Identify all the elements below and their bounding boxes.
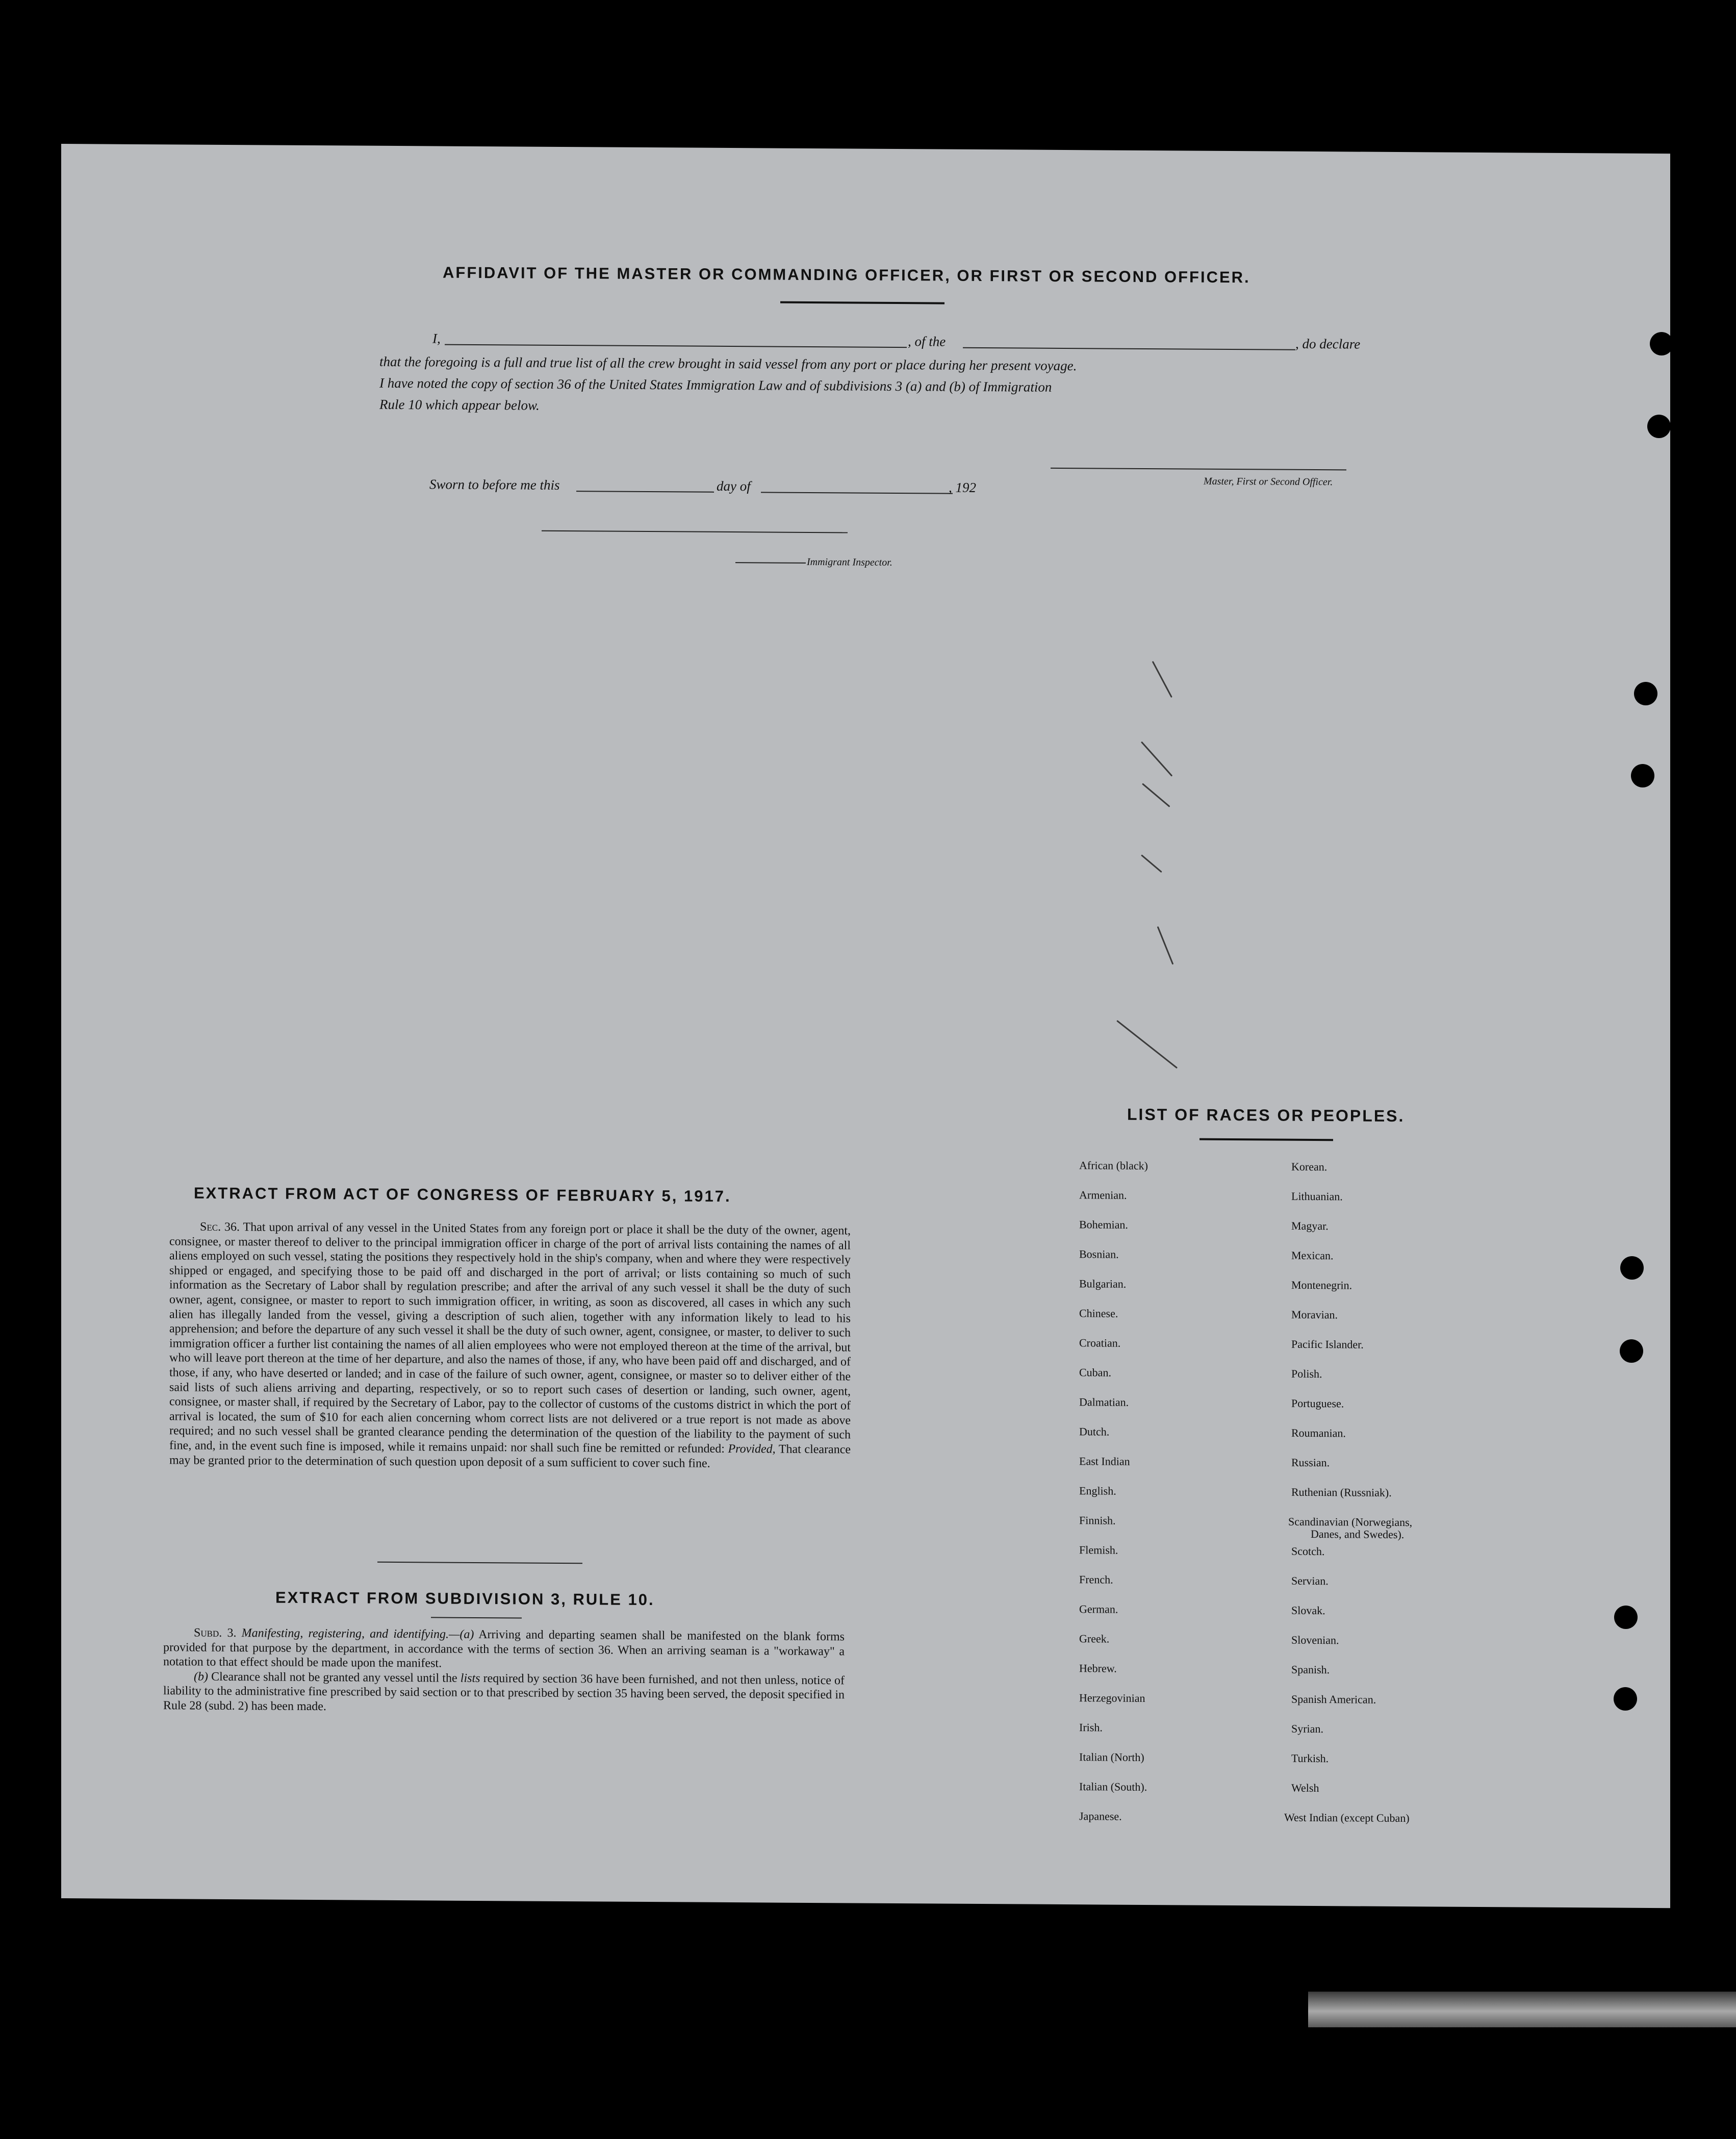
race-item: Cuban. <box>1079 1366 1111 1379</box>
sworn-month-line[interactable] <box>761 492 953 494</box>
affidavit-declare: , do declare <box>1295 336 1361 352</box>
inspector-short-line <box>735 562 806 564</box>
scan-mark <box>1141 854 1162 873</box>
inspector-label: Immigrant Inspector. <box>807 556 892 568</box>
scan-mark <box>1116 1020 1178 1068</box>
race-item: Scotch. <box>1291 1544 1325 1558</box>
year-label: , 192 <box>949 479 976 495</box>
race-item: Croatian. <box>1079 1336 1121 1349</box>
sworn-label: Sworn to before me this <box>429 476 560 493</box>
subd-b-label: (b) <box>194 1670 208 1684</box>
race-item: Lithuanian. <box>1291 1189 1343 1203</box>
subd-body: Arriving and departing seamen shall be manifested on the blank forms provided for that purpose by the department, in accordance with the terms of section 36. When an arriving seaman is a "workaway" a notation to that effect should be made upon the manifest. <box>163 1627 845 1670</box>
race-item: English. <box>1079 1484 1116 1497</box>
affidavit-i: I, <box>432 330 441 346</box>
affidavit-line2: that the foregoing is a full and true list of all the crew brought in said vessel from any port or place during her present voyage. <box>379 353 1077 374</box>
extract1-title: EXTRACT FROM ACT OF CONGRESS OF FEBRUARY 5, 1917. <box>194 1184 731 1206</box>
race-item: Polish. <box>1291 1367 1322 1381</box>
proviso-label: Provided, <box>728 1442 776 1456</box>
binder-hole-icon <box>1620 1256 1644 1280</box>
binder-hole-icon <box>1620 1339 1643 1363</box>
binder-hole-icon <box>1614 1606 1638 1629</box>
section-divider <box>377 1562 582 1564</box>
race-item: Danes, and Swedes). <box>1311 1527 1405 1541</box>
subd-b-body-2: required by section 36 have been furnished, and not then unless, notice of liability to the administrative fine prescribed by said section or to that prescribed by section 35 having been served, the deposit specified in Rule 28 (subd. 2) has been made. <box>163 1671 845 1714</box>
race-item: Finnish. <box>1079 1514 1116 1527</box>
race-item: Irish. <box>1079 1721 1103 1734</box>
race-item: Russian. <box>1291 1456 1330 1469</box>
races-underline <box>1199 1138 1333 1141</box>
race-item: French. <box>1079 1573 1113 1586</box>
master-signature-label: Master, First or Second Officer. <box>1204 475 1333 488</box>
race-item: Syrian. <box>1291 1722 1323 1736</box>
race-item: Japanese. <box>1079 1810 1122 1823</box>
proviso-body: That clearance may be granted prior to the determination of such question upon deposit of a sum sufficient to cover such fine. <box>169 1442 851 1470</box>
race-item: Spanish. <box>1291 1663 1330 1676</box>
race-item: Spanish American. <box>1291 1692 1376 1706</box>
inspector-signature-line[interactable] <box>542 530 848 533</box>
section36-body: That upon arrival of any vessel in the United States from any foreign port or place it shall be the duty of the owner, agent, consignee, or master thereof to deliver to the principal immigration officer in charge of the port of arrival lists containing the names of all aliens employed on such vessel, stating the positions they respectively hold in the ship's company, when and where they were respectively shipped or engaged, and specifying those to be paid off and discharged in the port of arrival; or lists containing so much of such information as the Secretary of Labor shall by regulation prescribe; and after the arrival of any such vessel it shall be the duty of such owner, agent, consignee, or master to report to such immigration officer, in writing, as soon as discovered, all cases in which any such alien has illegally landed from the vessel, giving a description of such alien, together with any information likely to lead to his apprehension; and before the departure of any such vessel it shall be the duty of such owner, agent, consignee, or master, to deliver to such immigration officer a further list containing the names of all alien employees who were not employed thereon at the time of the arrival, but who will leave port thereon at the time of her departure, and also the names of those, if any, who have been paid off and discharged, and of those, if any, who have deserted or landed; and in case of the failure of such owner, agent, consignee, or master so to deliver either of the said lists of such aliens arriving and departing, respectively, or so to report such cases of desertion or landing, such owner, agent, consignee, or master shall, if required by the Secretary of Labor, pay to the collector of customs of the customs district in which the port of arrival is located, the sum of $10 for each alien concerning whom correct lists are not delivered or a true report is not made as above required; and no such vessel shall be granted clearance pending the determination of the question of the liability to the payment of such fine, and, in the event such fine is imposed, while it remains unpaid: nor shall such fine be remitted or refunded: <box>169 1220 851 1456</box>
subd-heading: Manifesting, registering, and identifying.—(a) <box>241 1626 474 1641</box>
race-item: Ruthenian (Russniak). <box>1291 1485 1392 1499</box>
affidavit-of-the: , of the <box>908 334 946 349</box>
race-item: Korean. <box>1291 1160 1327 1174</box>
title-underline <box>780 301 944 304</box>
affidavit-line3: I have noted the copy of section 36 of the United States Immigration Law and of subdivisions 3 (a) and (b) of Immigration <box>379 375 1052 395</box>
races-title: LIST OF RACES OR PEOPLES. <box>1127 1105 1405 1126</box>
race-item: Roumanian. <box>1291 1426 1346 1440</box>
extract2-underline <box>431 1617 522 1618</box>
binder-hole-icon <box>1631 764 1654 787</box>
binder-hole-icon <box>1614 1687 1637 1711</box>
race-item: Servian. <box>1291 1574 1329 1588</box>
race-item: Portuguese. <box>1291 1396 1344 1410</box>
race-item: Italian (South). <box>1079 1780 1147 1794</box>
race-item: West Indian (except Cuban) <box>1284 1811 1410 1825</box>
subdivision3-paragraph <box>163 1625 845 1717</box>
affidavit-title: AFFIDAVIT OF THE MASTER OR COMMANDING OFFICER, OR FIRST OR SECOND OFFICER. <box>443 263 1250 287</box>
affidavit-line4: Rule 10 which appear below. <box>379 396 540 413</box>
race-item: Montenegrin. <box>1291 1278 1352 1292</box>
race-item: Magyar. <box>1291 1219 1329 1233</box>
race-item: German. <box>1079 1602 1118 1616</box>
binder-hole-icon <box>1634 682 1657 705</box>
sworn-day-line[interactable] <box>576 491 714 493</box>
race-item: African (black) <box>1079 1159 1148 1173</box>
race-item: Mexican. <box>1291 1249 1334 1262</box>
race-item: Turkish. <box>1291 1751 1329 1765</box>
race-item: Scandinavian (Norwegians, <box>1288 1515 1413 1529</box>
scan-mark <box>1142 783 1170 807</box>
race-item: Greek. <box>1079 1632 1110 1645</box>
race-item: Italian (North) <box>1079 1750 1144 1764</box>
race-item: Dutch. <box>1079 1425 1110 1438</box>
scan-mark <box>1141 741 1172 776</box>
race-item: Welsh <box>1291 1781 1319 1795</box>
day-of-label: day of <box>717 478 751 494</box>
subd-b-lists: lists <box>460 1671 480 1685</box>
race-item: Armenian. <box>1079 1188 1127 1202</box>
race-item: Dalmatian. <box>1079 1395 1129 1409</box>
race-item: East Indian <box>1079 1455 1130 1468</box>
race-item: Bosnian. <box>1079 1247 1119 1261</box>
section36-paragraph <box>169 1219 851 1471</box>
subd-b-body-1: Clearance shall not be granted any vessel until the <box>211 1670 457 1685</box>
manifest-page <box>61 144 1670 1908</box>
race-item: Chinese. <box>1079 1307 1118 1320</box>
race-item: Moravian. <box>1291 1308 1338 1321</box>
race-item: Slovenian. <box>1291 1633 1339 1647</box>
subd-label: Subd. 3. <box>194 1626 237 1640</box>
race-item: Slovak. <box>1291 1603 1325 1617</box>
scan-mark <box>1157 926 1174 964</box>
binder-hole-icon <box>1650 332 1673 355</box>
name-blank-line[interactable] <box>445 344 907 348</box>
race-item: Bulgarian. <box>1079 1277 1127 1290</box>
scan-mark <box>1152 661 1172 698</box>
race-item: Pacific Islander. <box>1291 1337 1364 1351</box>
extract2-title: EXTRACT FROM SUBDIVISION 3, RULE 10. <box>275 1588 655 1609</box>
race-item: Herzegovinian <box>1079 1691 1145 1704</box>
page-edge-strip <box>1308 1992 1736 2027</box>
race-item: Flemish. <box>1079 1543 1118 1557</box>
vessel-blank-line[interactable] <box>963 347 1295 350</box>
section36-label: Sec. 36. <box>200 1220 240 1234</box>
race-item: Hebrew. <box>1079 1662 1117 1675</box>
binder-hole-icon <box>1647 415 1671 438</box>
race-item: Bohemian. <box>1079 1218 1128 1231</box>
master-signature-line[interactable] <box>1051 468 1346 471</box>
